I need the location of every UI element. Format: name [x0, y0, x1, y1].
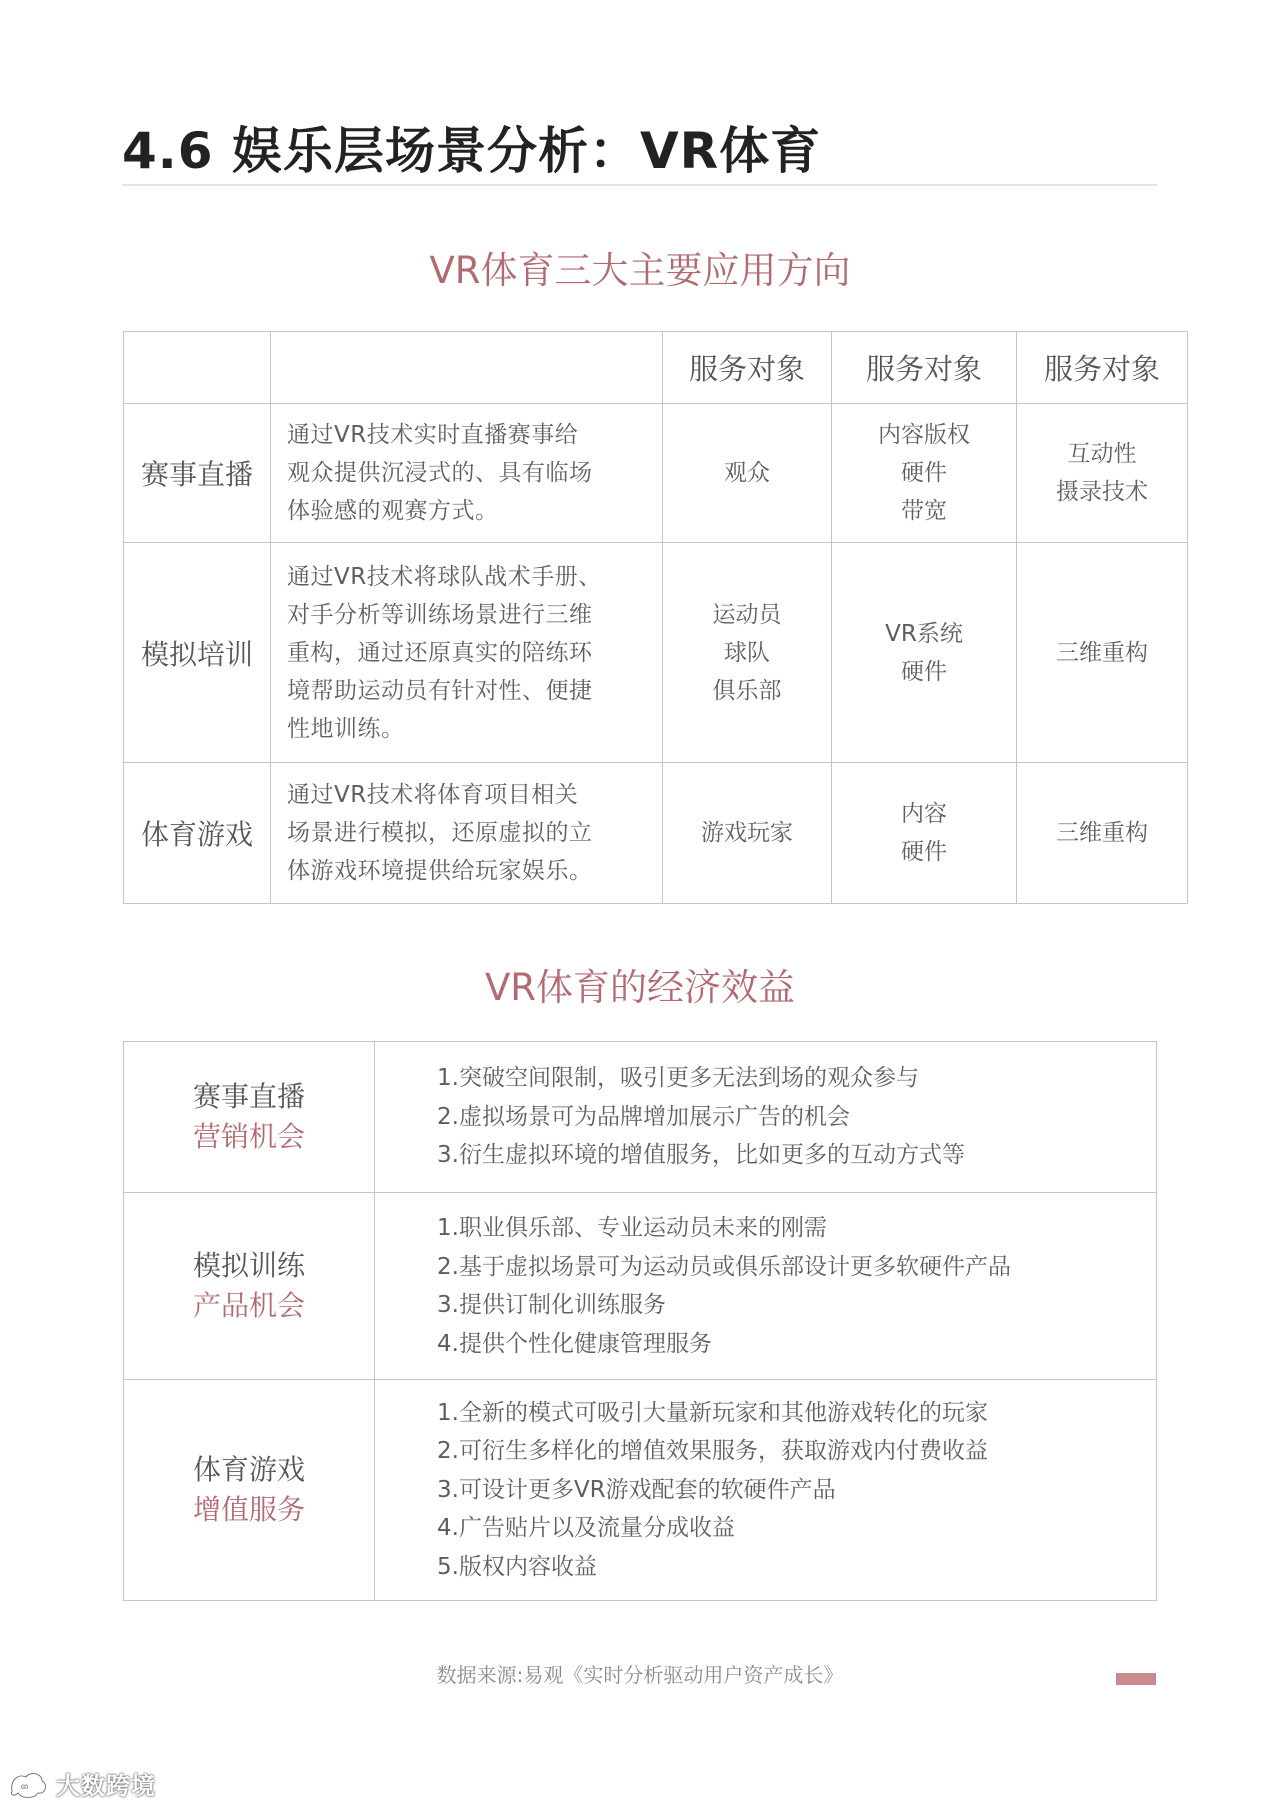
list-item: 4.提供个性化健康管理服务: [437, 1330, 712, 1357]
header-cell-service-object-1: 服务对象: [663, 332, 832, 404]
watermark-logo-icon: [8, 1769, 48, 1799]
applications-header-row: [124, 332, 1188, 404]
service-object-cell: 观众: [663, 404, 832, 543]
list-item: 5.版权内容收益: [437, 1553, 597, 1580]
benefit-list: [437, 1209, 1156, 1363]
list-item: 1.职业俱乐部、专业运动员未来的刚需: [437, 1215, 827, 1241]
list-item: 3.提供订制化训练服务: [437, 1292, 666, 1318]
benefit-label-cell: 模拟训练 产品机会: [124, 1193, 375, 1380]
service-object-cell: 游戏玩家: [663, 763, 832, 904]
header-cell-service-object-2: 服务对象: [832, 332, 1017, 404]
service-object-cell: VR系统 硬件: [832, 543, 1017, 763]
benefit-list: [437, 1394, 1156, 1587]
description-cell: 通过VR技术实时直播赛事给 观众提供沉浸式的、具有临场 体验感的观赛方式。: [271, 404, 663, 543]
benefit-items-cell: [375, 1380, 1157, 1601]
description-cell: 通过VR技术将体育项目相关 场景进行模拟，还原虚拟的立 体游戏环境提供给玩家娱乐。: [271, 763, 663, 904]
applications-table: [123, 331, 1188, 904]
benefits-section-title: VR体育的经济效益: [484, 966, 796, 1009]
header-cell-description: [271, 332, 663, 404]
row-label-cell: 模拟培训: [124, 543, 271, 763]
service-object-cell: 三维重构: [1017, 763, 1188, 904]
watermark-text: 大数跨境: [56, 1772, 156, 1800]
benefit-label-cell: 体育游戏 增值服务: [124, 1380, 375, 1601]
list-item: 2.基于虚拟场景可为运动员或俱乐部设计更多软硬件产品: [437, 1253, 1011, 1280]
row-label-cell: 赛事直播: [124, 404, 271, 543]
benefit-items-cell: [375, 1042, 1157, 1193]
table-row: [124, 543, 1188, 763]
benefit-label-cell: 赛事直播 营销机会: [124, 1042, 375, 1193]
page-marker: [1116, 1673, 1156, 1685]
header-cell-service-object-3: 服务对象: [1017, 332, 1188, 404]
header-cell-label: [124, 332, 271, 404]
list-item: 3.可设计更多VR游戏配套的软硬件产品: [437, 1476, 836, 1503]
title-divider: [122, 184, 1157, 186]
table-row: [124, 1193, 1157, 1380]
service-object-cell: 运动员 球队 俱乐部: [663, 543, 832, 763]
page-title: 4.6 娱乐层场景分析：VR体育: [122, 122, 822, 180]
service-object-cell: 内容版权 硬件 带宽: [832, 404, 1017, 543]
list-item: 4.广告贴片以及流量分成收益: [437, 1515, 735, 1542]
benefit-list: [437, 1059, 1156, 1175]
table-row: [124, 404, 1188, 543]
source-note: 数据来源:易观《实时分析驱动用户资产成长》: [436, 1663, 844, 1687]
benefits-table: [123, 1041, 1157, 1601]
list-item: 3.衍生虚拟环境的增值服务，比如更多的互动方式等: [437, 1142, 965, 1169]
list-item: 2.可衍生多样化的增值效果服务，获取游戏内付费收益: [437, 1438, 988, 1465]
list-item: 2.虚拟场景可为品牌增加展示广告的机会: [437, 1103, 850, 1130]
table-row: [124, 1380, 1157, 1601]
service-object-cell: 互动性 摄录技术: [1017, 404, 1188, 543]
list-item: 1.全新的模式可吸引大量新玩家和其他游戏转化的玩家: [437, 1399, 988, 1426]
watermark: [8, 1766, 156, 1801]
row-label-cell: 体育游戏: [124, 763, 271, 904]
description-cell: 通过VR技术将球队战术手册、 对手分析等训练场景进行三维 重构，通过还原真实的陪练环 境帮助运动员有针对性、便捷 性地训练。: [271, 543, 663, 763]
service-object-cell: 内容 硬件: [832, 763, 1017, 904]
table-row: [124, 1042, 1157, 1193]
benefit-items-cell: [375, 1193, 1157, 1380]
list-item: 1.突破空间限制，吸引更多无法到场的观众参与: [437, 1065, 919, 1092]
svg-text:∞: ∞: [20, 1779, 30, 1793]
service-object-cell: 三维重构: [1017, 543, 1188, 763]
applications-section-title: VR体育三大主要应用方向: [429, 249, 851, 292]
table-row: [124, 763, 1188, 904]
